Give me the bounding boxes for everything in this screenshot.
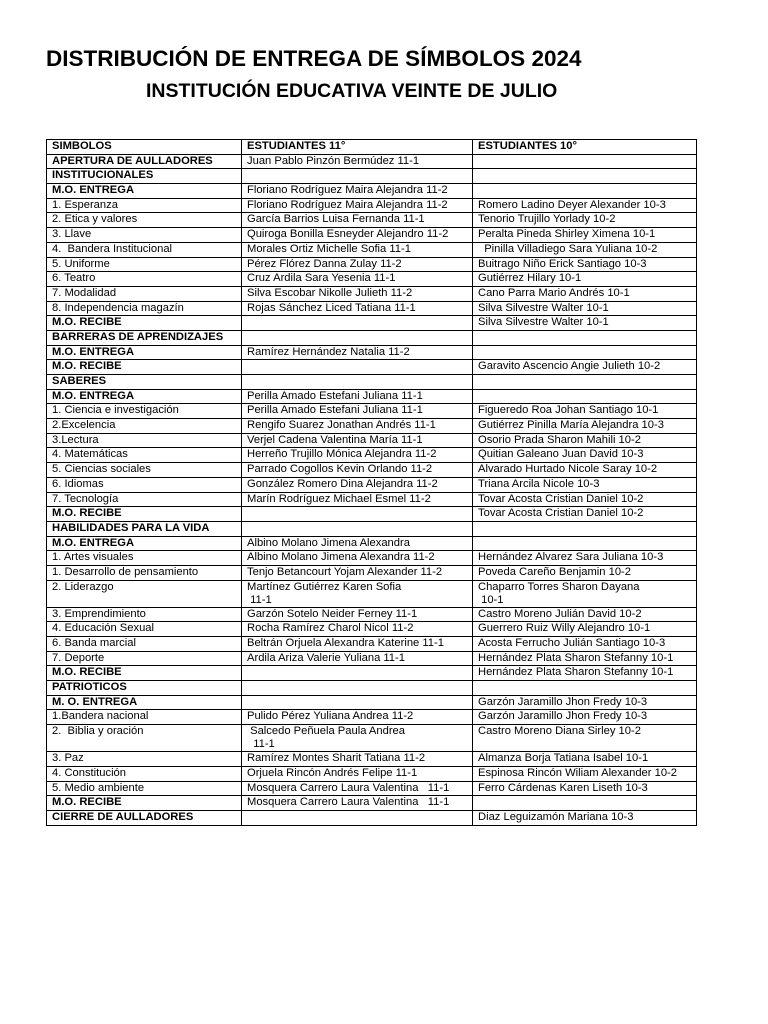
cell-estudiante-11: Albino Molano Jimena Alexandra: [242, 536, 473, 551]
cell-estudiante-10: Alvarado Hurtado Nicole Saray 10-2: [473, 463, 697, 478]
cell-estudiante-10: Castro Moreno Diana Sirley 10-2: [473, 725, 697, 752]
cell-estudiante-10: Hernández Plata Sharon Stefanny 10-1: [473, 666, 697, 681]
cell-estudiante-10: Castro Moreno Julián David 10-2: [473, 607, 697, 622]
table-row: [47, 213, 697, 228]
cell-estudiante-10: Romero Ladino Deyer Alexander 10-3: [473, 198, 697, 213]
cell-estudiante-11: [242, 695, 473, 710]
table-row: [47, 781, 697, 796]
cell-estudiante-11: Quiroga Bonilla Esneyder Alejandro 11-2: [242, 228, 473, 243]
table-row: [47, 637, 697, 652]
cell-simbolo: 6. Idiomas: [47, 477, 242, 492]
cell-simbolo: 5. Medio ambiente: [47, 781, 242, 796]
cell-simbolo: M.O. ENTREGA: [47, 345, 242, 360]
cell-estudiante-11: González Romero Dina Alejandra 11-2: [242, 477, 473, 492]
cell-estudiante-10: [473, 536, 697, 551]
document-title: DISTRIBUCIÓN DE ENTREGA DE SÍMBOLOS 2024: [46, 46, 582, 71]
table-row: [47, 330, 697, 345]
cell-estudiante-10: Garzón Jaramillo Jhon Fredy 10-3: [473, 710, 697, 725]
cell-simbolo: 1. Desarrollo de pensamiento: [47, 565, 242, 580]
cell-estudiante-11: Albino Molano Jimena Alexandra 11-2: [242, 551, 473, 566]
cell-estudiante-10: Espinosa Rincón Wiliam Alexander 10-2: [473, 766, 697, 781]
cell-simbolo: 8. Independencia magazín: [47, 301, 242, 316]
cell-estudiante-10: Acosta Ferrucho Julián Santiago 10-3: [473, 637, 697, 652]
document-subtitle: INSTITUCIÓN EDUCATIVA VEINTE DE JULIO: [146, 80, 558, 102]
cell-estudiante-11: [242, 375, 473, 390]
cell-estudiante-10: [473, 184, 697, 199]
table-row: [47, 345, 697, 360]
cell-simbolo: SABERES: [47, 375, 242, 390]
cell-simbolo: 4. Constitución: [47, 766, 242, 781]
cell-simbolo: 4. Bandera Institucional: [47, 242, 242, 257]
cell-simbolo: CIERRE DE AULLADORES: [47, 810, 242, 825]
table-row: [47, 228, 697, 243]
table-row: [47, 752, 697, 767]
table-row: [47, 565, 697, 580]
table-row: [47, 666, 697, 681]
cell-estudiante-11: Pérez Flórez Danna Zulay 11-2: [242, 257, 473, 272]
cell-estudiante-11: Herreño Trujillo Mónica Alejandra 11-2: [242, 448, 473, 463]
cell-estudiante-11: Garzón Sotelo Neider Ferney 11-1: [242, 607, 473, 622]
cell-simbolo: M.O. RECIBE: [47, 796, 242, 811]
cell-simbolo: 3.Lectura: [47, 433, 242, 448]
cell-estudiante-11: Rengifo Suarez Jonathan Andrés 11-1: [242, 419, 473, 434]
cell-estudiante-10: Chaparro Torres Sharon Dayana 10-1: [473, 580, 697, 607]
cell-estudiante-10: Cano Parra Mario Andrés 10-1: [473, 286, 697, 301]
table-row: [47, 710, 697, 725]
cell-simbolo: M.O. RECIBE: [47, 666, 242, 681]
header-simbolos: SIMBOLOS: [47, 140, 242, 155]
table-row: [47, 198, 697, 213]
cell-simbolo: 4. Educación Sexual: [47, 622, 242, 637]
table-row: [47, 492, 697, 507]
cell-simbolo: 1. Ciencia e investigación: [47, 404, 242, 419]
cell-estudiante-11: Ramírez Hernández Natalia 11-2: [242, 345, 473, 360]
cell-estudiante-11: Juan Pablo Pinzón Bermúdez 11-1: [242, 154, 473, 169]
table-row: [47, 651, 697, 666]
cell-estudiante-10: Guerrero Ruiz Willy Alejandro 10-1: [473, 622, 697, 637]
cell-estudiante-10: Tenorio Trujillo Yorlady 10-2: [473, 213, 697, 228]
cell-estudiante-11: Silva Escobar Nikolle Julieth 11-2: [242, 286, 473, 301]
cell-simbolo: M.O. ENTREGA: [47, 389, 242, 404]
cell-simbolo: 1.Bandera nacional: [47, 710, 242, 725]
cell-estudiante-11: Pulido Pérez Yuliana Andrea 11-2: [242, 710, 473, 725]
cell-estudiante-10: Garzón Jaramillo Jhon Fredy 10-3: [473, 695, 697, 710]
cell-estudiante-11: Marín Rodríguez Michael Esmel 11-2: [242, 492, 473, 507]
cell-estudiante-11: Rojas Sánchez Liced Tatiana 11-1: [242, 301, 473, 316]
header-estudiantes-10: ESTUDIANTES 10°: [473, 140, 697, 155]
cell-estudiante-11: Perilla Amado Estefani Juliana 11-1: [242, 389, 473, 404]
cell-simbolo: 7. Modalidad: [47, 286, 242, 301]
cell-simbolo: M.O. RECIBE: [47, 316, 242, 331]
cell-estudiante-10: [473, 681, 697, 696]
table-row: [47, 169, 697, 184]
cell-simbolo: 1. Artes visuales: [47, 551, 242, 566]
cell-simbolo: 1. Esperanza: [47, 198, 242, 213]
cell-simbolo: 5. Ciencias sociales: [47, 463, 242, 478]
cell-estudiante-11: Rocha Ramírez Charol Nicol 11-2: [242, 622, 473, 637]
cell-simbolo: 7. Tecnología: [47, 492, 242, 507]
table-row: [47, 536, 697, 551]
cell-estudiante-11: [242, 681, 473, 696]
cell-estudiante-11: Verjel Cadena Valentina María 11-1: [242, 433, 473, 448]
cell-estudiante-10: Silva Silvestre Walter 10-1: [473, 316, 697, 331]
cell-estudiante-11: [242, 666, 473, 681]
cell-estudiante-11: [242, 169, 473, 184]
table-row: [47, 360, 697, 375]
table-row: [47, 419, 697, 434]
cell-estudiante-10: Ferro Cárdenas Karen Liseth 10-3: [473, 781, 697, 796]
cell-estudiante-11: Tenjo Betancourt Yojam Alexander 11-2: [242, 565, 473, 580]
cell-estudiante-11: Salcedo Peñuela Paula Andrea 11-1: [242, 725, 473, 752]
cell-simbolo: 3. Llave: [47, 228, 242, 243]
table-row: [47, 580, 697, 607]
cell-simbolo: PATRIOTICOS: [47, 681, 242, 696]
table-row: [47, 242, 697, 257]
table-row: [47, 507, 697, 522]
cell-estudiante-10: [473, 796, 697, 811]
table-row: [47, 551, 697, 566]
cell-estudiante-10: Buitrago Niño Erick Santiago 10-3: [473, 257, 697, 272]
header-estudiantes-11: ESTUDIANTES 11°: [242, 140, 473, 155]
cell-estudiante-11: [242, 810, 473, 825]
cell-estudiante-10: [473, 389, 697, 404]
cell-estudiante-10: Silva Silvestre Walter 10-1: [473, 301, 697, 316]
cell-estudiante-10: [473, 330, 697, 345]
cell-estudiante-10: Tovar Acosta Cristian Daniel 10-2: [473, 507, 697, 522]
table-row: [47, 286, 697, 301]
table-row: [47, 448, 697, 463]
table-row: [47, 389, 697, 404]
cell-estudiante-11: [242, 316, 473, 331]
cell-estudiante-10: Hernández Plata Sharon Stefanny 10-1: [473, 651, 697, 666]
table-row: [47, 725, 697, 752]
cell-simbolo: 5. Uniforme: [47, 257, 242, 272]
cell-estudiante-11: Ramírez Montes Sharit Tatiana 11-2: [242, 752, 473, 767]
cell-simbolo: 2. Biblia y oración: [47, 725, 242, 752]
cell-estudiante-10: [473, 521, 697, 536]
table-row: [47, 521, 697, 536]
cell-simbolo: 7. Deporte: [47, 651, 242, 666]
table-row: [47, 375, 697, 390]
table-row: [47, 154, 697, 169]
cell-estudiante-10: [473, 345, 697, 360]
cell-estudiante-11: Orjuela Rincón Andrés Felipe 11-1: [242, 766, 473, 781]
cell-estudiante-11: [242, 330, 473, 345]
cell-estudiante-10: Tovar Acosta Cristian Daniel 10-2: [473, 492, 697, 507]
cell-simbolo: 6. Banda marcial: [47, 637, 242, 652]
cell-estudiante-10: Gutiérrez Pinilla María Alejandra 10-3: [473, 419, 697, 434]
table-row: [47, 810, 697, 825]
cell-simbolo: 6. Teatro: [47, 272, 242, 287]
table-row: [47, 463, 697, 478]
table-row: [47, 796, 697, 811]
cell-estudiante-11: Floriano Rodríguez Maira Alejandra 11-2: [242, 198, 473, 213]
table-row: [47, 622, 697, 637]
cell-estudiante-11: Martínez Gutiérrez Karen Sofia 11-1: [242, 580, 473, 607]
cell-estudiante-11: García Barrios Luisa Fernanda 11-1: [242, 213, 473, 228]
table-row: [47, 607, 697, 622]
cell-estudiante-10: [473, 375, 697, 390]
cell-estudiante-10: Garavito Ascencio Angie Julieth 10-2: [473, 360, 697, 375]
cell-estudiante-10: Quitian Galeano Juan David 10-3: [473, 448, 697, 463]
cell-simbolo: 4. Matemáticas: [47, 448, 242, 463]
table-row: [47, 477, 697, 492]
cell-estudiante-11: Ardila Ariza Valerie Yuliana 11-1: [242, 651, 473, 666]
cell-estudiante-10: Hernández Alvarez Sara Juliana 10-3: [473, 551, 697, 566]
cell-estudiante-11: Perilla Amado Estefani Juliana 11-1: [242, 404, 473, 419]
cell-estudiante-11: Floriano Rodríguez Maira Alejandra 11-2: [242, 184, 473, 199]
cell-estudiante-10: Triana Arcila Nicole 10-3: [473, 477, 697, 492]
cell-estudiante-10: Pinilla Villadiego Sara Yuliana 10-2: [473, 242, 697, 257]
table-header-row: [47, 140, 697, 155]
cell-estudiante-10: Gutiérrez Hilary 10-1: [473, 272, 697, 287]
cell-simbolo: M. O. ENTREGA: [47, 695, 242, 710]
cell-simbolo: HABILIDADES PARA LA VIDA: [47, 521, 242, 536]
table-row: [47, 681, 697, 696]
cell-estudiante-11: [242, 507, 473, 522]
cell-estudiante-11: Beltrán Orjuela Alexandra Katerine 11-1: [242, 637, 473, 652]
cell-simbolo: 2. Etica y valores: [47, 213, 242, 228]
cell-estudiante-11: Mosquera Carrero Laura Valentina 11-1: [242, 781, 473, 796]
cell-estudiante-11: Morales Ortiz Michelle Sofia 11-1: [242, 242, 473, 257]
distribution-table: [46, 139, 697, 826]
table-row: [47, 257, 697, 272]
cell-simbolo: APERTURA DE AULLADORES: [47, 154, 242, 169]
cell-estudiante-10: [473, 154, 697, 169]
cell-estudiante-11: Mosquera Carrero Laura Valentina 11-1: [242, 796, 473, 811]
cell-simbolo: M.O. ENTREGA: [47, 536, 242, 551]
cell-estudiante-11: [242, 360, 473, 375]
table-row: [47, 766, 697, 781]
cell-estudiante-10: [473, 169, 697, 184]
cell-simbolo: BARRERAS DE APRENDIZAJES: [47, 330, 242, 345]
table-row: [47, 404, 697, 419]
cell-estudiante-10: Osorio Prada Sharon Mahili 10-2: [473, 433, 697, 448]
table-body: [47, 154, 697, 825]
table-row: [47, 301, 697, 316]
table-row: [47, 272, 697, 287]
cell-estudiante-10: Peralta Pineda Shirley Ximena 10-1: [473, 228, 697, 243]
cell-estudiante-10: Poveda Careño Benjamin 10-2: [473, 565, 697, 580]
cell-estudiante-11: Parrado Cogollos Kevin Orlando 11-2: [242, 463, 473, 478]
cell-estudiante-11: [242, 521, 473, 536]
cell-simbolo: M.O. RECIBE: [47, 507, 242, 522]
cell-simbolo: 2. Liderazgo: [47, 580, 242, 607]
cell-simbolo: M.O. RECIBE: [47, 360, 242, 375]
cell-simbolo: INSTITUCIONALES: [47, 169, 242, 184]
cell-estudiante-11: Cruz Ardila Sara Yesenia 11-1: [242, 272, 473, 287]
table-row: [47, 316, 697, 331]
table-row: [47, 184, 697, 199]
cell-estudiante-10: Diaz Leguizamón Mariana 10-3: [473, 810, 697, 825]
table-row: [47, 695, 697, 710]
cell-simbolo: 3. Paz: [47, 752, 242, 767]
cell-simbolo: 3. Emprendimiento: [47, 607, 242, 622]
table-row: [47, 433, 697, 448]
cell-estudiante-10: Figueredo Roa Johan Santiago 10-1: [473, 404, 697, 419]
cell-estudiante-10: Almanza Borja Tatiana Isabel 10-1: [473, 752, 697, 767]
cell-simbolo: M.O. ENTREGA: [47, 184, 242, 199]
cell-simbolo: 2.Excelencia: [47, 419, 242, 434]
